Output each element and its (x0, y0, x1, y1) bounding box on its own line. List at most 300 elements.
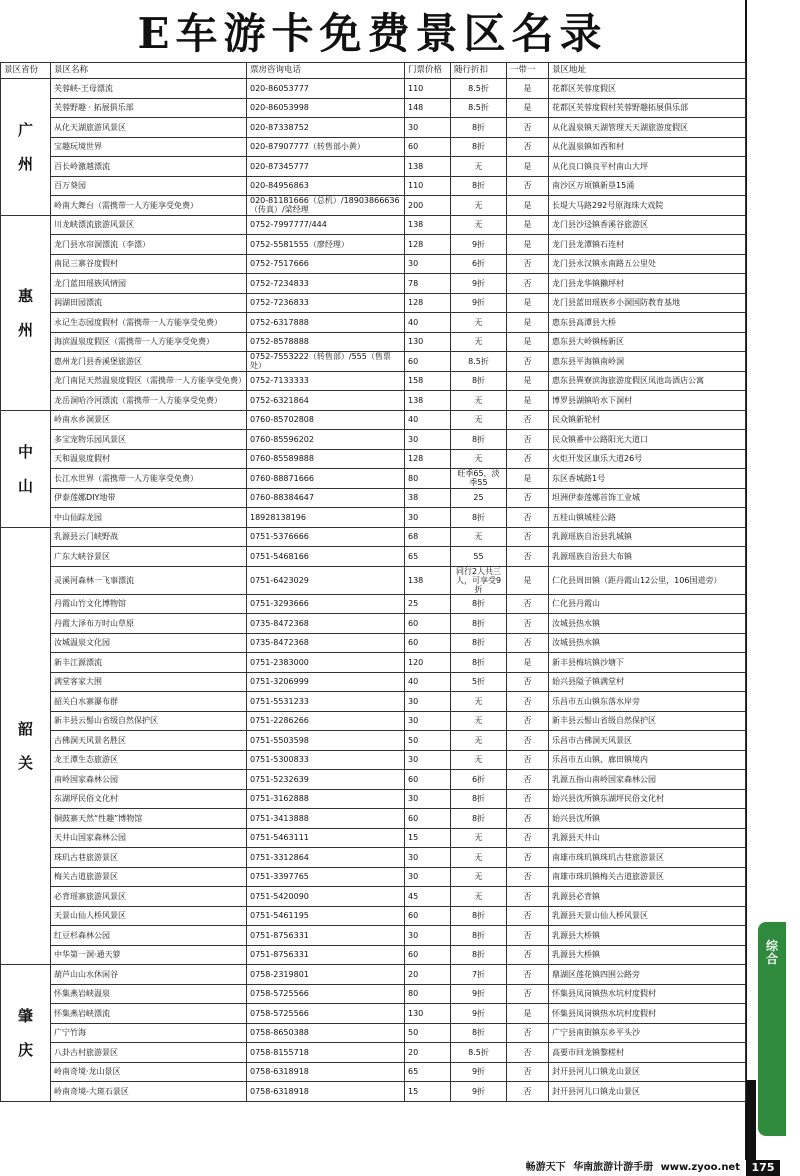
companion-discount-cell: 55 (451, 547, 507, 567)
companion-discount-cell: 6折 (451, 254, 507, 274)
scenic-address-cell: 长堤大马路292号原海珠大戏院 (549, 196, 746, 216)
one-plus-one-cell: 否 (507, 789, 549, 809)
scenic-name-cell: 必背瑶寨旅游风景区 (51, 887, 247, 907)
scenic-address-cell: 南雄市珠玑镇珠玑古巷旅游景区 (549, 848, 746, 868)
one-plus-one-cell: 否 (507, 594, 549, 614)
scenic-address-cell: 新丰县梅坑镇沙塘下 (549, 653, 746, 673)
scenic-address-cell: 乳源县大桥镇 (549, 926, 746, 946)
companion-discount-cell: 8折 (451, 1023, 507, 1043)
companion-discount-cell: 8.5折 (451, 79, 507, 99)
table-row (1, 1043, 746, 1063)
ticket-price-cell: 30 (405, 692, 451, 712)
table-row (1, 692, 746, 712)
scenic-name-cell: 天和温泉度假村 (51, 449, 247, 469)
ticket-price-cell: 158 (405, 371, 451, 391)
scenic-address-cell: 始兴县隘子镇满堂村 (549, 672, 746, 692)
region-cell (1, 410, 51, 527)
side-strip (747, 1080, 756, 1160)
one-plus-one-cell: 否 (507, 547, 549, 567)
scenic-address-cell: 民众镇番中公路阳光大道口 (549, 430, 746, 450)
scenic-name-cell: 珠玑古巷旅游景区 (51, 848, 247, 868)
scenic-name-cell: 龙门南昆天然温泉度假区（需携带一人方能享受免费） (51, 371, 247, 391)
column-header-one-plus-one: 一带一 (507, 63, 549, 79)
companion-discount-cell: 无 (451, 828, 507, 848)
companion-discount-cell: 9折 (451, 235, 507, 255)
ticket-phone-cell: 0751-5461195 (247, 906, 405, 926)
table-row (1, 332, 746, 352)
companion-discount-cell: 8折 (451, 594, 507, 614)
scenic-address-cell: 南沙区万顷镇新垦15涌 (549, 176, 746, 196)
table-row (1, 731, 746, 751)
table-row (1, 293, 746, 313)
ticket-phone-cell: 0752-7133333 (247, 371, 405, 391)
ticket-phone-cell: 0751-3397765 (247, 867, 405, 887)
table-row (1, 848, 746, 868)
ticket-phone-cell: 0751-2286266 (247, 711, 405, 731)
ticket-price-cell: 38 (405, 488, 451, 508)
scenic-name-cell: 中华第一洞·通天箩 (51, 945, 247, 965)
ticket-price-cell: 30 (405, 118, 451, 138)
ticket-price-cell: 40 (405, 313, 451, 333)
ticket-price-cell: 25 (405, 594, 451, 614)
scenic-address-cell: 封开县河儿口镇龙山景区 (549, 1062, 746, 1082)
table-row (1, 945, 746, 965)
one-plus-one-cell: 否 (507, 137, 549, 157)
table-row (1, 235, 746, 255)
region-cell (1, 215, 51, 410)
scenic-name-cell: 广宁竹海 (51, 1023, 247, 1043)
scenic-name-cell: 新丰江源漂流 (51, 653, 247, 673)
ticket-phone-cell: 0758-6318918 (247, 1082, 405, 1102)
one-plus-one-cell: 是 (507, 196, 549, 216)
scenic-name-cell: 红豆杉森林公园 (51, 926, 247, 946)
companion-discount-cell: 9折 (451, 984, 507, 1004)
ticket-price-cell: 65 (405, 1062, 451, 1082)
companion-discount-cell: 8折 (451, 614, 507, 634)
ticket-phone-cell: 0735-8472368 (247, 614, 405, 634)
ticket-price-cell: 30 (405, 789, 451, 809)
ticket-price-cell: 20 (405, 965, 451, 985)
scenic-name-cell: 润湖田园漂流 (51, 293, 247, 313)
ticket-price-cell: 128 (405, 449, 451, 469)
ticket-phone-cell: 0751-5468166 (247, 547, 405, 567)
ticket-phone-cell: 0752-7517666 (247, 254, 405, 274)
ticket-phone-cell: 0758-5725566 (247, 984, 405, 1004)
ticket-phone-cell: 020-81181666（总机）/18903866636（传真）/梁经理 (247, 196, 405, 216)
scenic-address-cell: 乳源五指山南岭国家森林公园 (549, 770, 746, 790)
one-plus-one-cell: 否 (507, 828, 549, 848)
scenic-directory-table (0, 62, 746, 1102)
ticket-price-cell: 130 (405, 332, 451, 352)
companion-discount-cell: 同行2人共三人，可享受9折 (451, 566, 507, 594)
table-row (1, 371, 746, 391)
table-row (1, 750, 746, 770)
table-row (1, 157, 746, 177)
scenic-address-cell: 汝城县热水镇 (549, 633, 746, 653)
scenic-name-cell: 丹霞大泽布万时山草原 (51, 614, 247, 634)
one-plus-one-cell: 否 (507, 488, 549, 508)
one-plus-one-cell: 是 (507, 391, 549, 411)
companion-discount-cell: 8折 (451, 430, 507, 450)
ticket-price-cell: 78 (405, 274, 451, 294)
table-row (1, 98, 746, 118)
ticket-price-cell: 30 (405, 926, 451, 946)
page-title: E车游卡免费景区名录 (137, 9, 608, 58)
scenic-name-cell: 东湖坪民俗文化村 (51, 789, 247, 809)
side-tab (758, 922, 786, 1136)
ticket-price-cell: 40 (405, 410, 451, 430)
ticket-phone-cell: 0752-5581555（廖经理） (247, 235, 405, 255)
ticket-price-cell: 65 (405, 547, 451, 567)
table-row (1, 672, 746, 692)
one-plus-one-cell: 是 (507, 79, 549, 99)
scenic-address-cell: 龙门县蓝田瑶族乡小洞国防教育基地 (549, 293, 746, 313)
ticket-price-cell: 50 (405, 1023, 451, 1043)
scenic-address-cell: 新丰县云髻山省级自然保护区 (549, 711, 746, 731)
ticket-price-cell: 110 (405, 79, 451, 99)
companion-discount-cell: 9折 (451, 274, 507, 294)
one-plus-one-cell: 是 (507, 215, 549, 235)
companion-discount-cell: 25 (451, 488, 507, 508)
scenic-name-cell: 长江水世界（需携带一人方能享受免费） (51, 469, 247, 489)
ticket-price-cell: 30 (405, 508, 451, 528)
scenic-address-cell: 坦洲伊泰莲娜首饰工业城 (549, 488, 746, 508)
one-plus-one-cell: 否 (507, 527, 549, 547)
companion-discount-cell: 7折 (451, 965, 507, 985)
ticket-phone-cell: 0751-3312864 (247, 848, 405, 868)
scenic-name-cell: 韶关白水寨瀑布群 (51, 692, 247, 712)
companion-discount-cell: 6折 (451, 770, 507, 790)
ticket-price-cell: 128 (405, 293, 451, 313)
companion-discount-cell: 8折 (451, 926, 507, 946)
scenic-name-cell: 多宝宠物乐园风景区 (51, 430, 247, 450)
scenic-address-cell: 仁化县丹霞山 (549, 594, 746, 614)
one-plus-one-cell: 否 (507, 274, 549, 294)
one-plus-one-cell: 是 (507, 371, 549, 391)
ticket-phone-cell: 0760-88871666 (247, 469, 405, 489)
table-row (1, 547, 746, 567)
scenic-address-cell: 从化温泉镇如西和村 (549, 137, 746, 157)
scenic-address-cell: 博罗县湖镇哈水下洞村 (549, 391, 746, 411)
table-row (1, 313, 746, 333)
one-plus-one-cell: 否 (507, 770, 549, 790)
one-plus-one-cell: 是 (507, 98, 549, 118)
scenic-name-cell: 岭南大舞台（需携带一人方能享受免费） (51, 196, 247, 216)
header-row (1, 63, 746, 79)
scenic-name-cell: 汝城温泉文化园 (51, 633, 247, 653)
ticket-price-cell: 60 (405, 352, 451, 372)
footer-slogan: 畅游天下 (525, 1162, 566, 1173)
ticket-phone-cell: 0751-3293666 (247, 594, 405, 614)
table-row (1, 984, 746, 1004)
ticket-price-cell: 15 (405, 828, 451, 848)
companion-discount-cell: 9折 (451, 1004, 507, 1024)
table-row (1, 906, 746, 926)
table-row (1, 508, 746, 528)
table-row (1, 1082, 746, 1102)
ticket-phone-cell: 0751-5376666 (247, 527, 405, 547)
one-plus-one-cell: 否 (507, 633, 549, 653)
table-row (1, 469, 746, 489)
column-header-province: 景区省份 (1, 63, 51, 79)
scenic-name-cell: 怀集燕岩峡温泉 (51, 984, 247, 1004)
table-row (1, 867, 746, 887)
companion-discount-cell: 无 (451, 711, 507, 731)
companion-discount-cell: 8.5折 (451, 98, 507, 118)
ticket-phone-cell: 0735-8472368 (247, 633, 405, 653)
scenic-address-cell: 高要市回龙镇黎槎村 (549, 1043, 746, 1063)
scenic-address-cell: 乳源瑶族自治县乳城镇 (549, 527, 746, 547)
companion-discount-cell: 无 (451, 313, 507, 333)
ticket-phone-cell: 18928138196 (247, 508, 405, 528)
table-row (1, 809, 746, 829)
ticket-phone-cell: 020-87907777（转售部小黄） (247, 137, 405, 157)
one-plus-one-cell: 否 (507, 692, 549, 712)
ticket-phone-cell: 0752-7997777/444 (247, 215, 405, 235)
scenic-address-cell: 惠东县平海镇南岭洞 (549, 352, 746, 372)
one-plus-one-cell: 否 (507, 254, 549, 274)
ticket-phone-cell: 0751-6423029 (247, 566, 405, 594)
region-name: 广 州 (17, 120, 33, 173)
scenic-name-cell: 葫芦山山水休闲谷 (51, 965, 247, 985)
table-row (1, 828, 746, 848)
scenic-name-cell: 乳源县云门峡野战 (51, 527, 247, 547)
one-plus-one-cell: 是 (507, 469, 549, 489)
companion-discount-cell: 无 (451, 867, 507, 887)
table-row (1, 449, 746, 469)
ticket-price-cell: 40 (405, 672, 451, 692)
one-plus-one-cell: 否 (507, 614, 549, 634)
scenic-name-cell: 中山仙踪龙园 (51, 508, 247, 528)
scenic-address-cell: 乐昌市五山镇、廊田镇境内 (549, 750, 746, 770)
one-plus-one-cell: 是 (507, 332, 549, 352)
region-name: 中 山 (17, 442, 33, 495)
ticket-price-cell: 138 (405, 391, 451, 411)
scenic-name-cell: 天井山国家森林公园 (51, 828, 247, 848)
companion-discount-cell: 无 (451, 692, 507, 712)
ticket-phone-cell: 0751-5463111 (247, 828, 405, 848)
column-header-price: 门票价格 (405, 63, 451, 79)
ticket-price-cell: 60 (405, 809, 451, 829)
ticket-phone-cell: 020-86053777 (247, 79, 405, 99)
ticket-phone-cell: 0752-7234833 (247, 274, 405, 294)
ticket-price-cell: 80 (405, 984, 451, 1004)
table-row (1, 770, 746, 790)
ticket-phone-cell: 0751-5300833 (247, 750, 405, 770)
table-row (1, 391, 746, 411)
scenic-address-cell: 龙门县龙华镇獭坪村 (549, 274, 746, 294)
scenic-name-cell: 灵溪河森林一飞事漂流 (51, 566, 247, 594)
scenic-name-cell: 南岭国家森林公园 (51, 770, 247, 790)
ticket-phone-cell: 0752-7553222（转售部）/555（售票处） (247, 352, 405, 372)
one-plus-one-cell: 否 (507, 410, 549, 430)
ticket-price-cell: 148 (405, 98, 451, 118)
scenic-name-cell: 海滨温泉度假区（需携带一人方能享受免费） (51, 332, 247, 352)
table-row (1, 1004, 746, 1024)
scenic-address-cell: 封开县河儿口镇龙山景区 (549, 1082, 746, 1102)
scenic-name-cell: 新丰县云髻山省级自然保护区 (51, 711, 247, 731)
table-row (1, 887, 746, 907)
ticket-price-cell: 45 (405, 887, 451, 907)
region-name: 韶 关 (17, 719, 33, 772)
ticket-phone-cell: 0752-6317888 (247, 313, 405, 333)
ticket-price-cell: 68 (405, 527, 451, 547)
one-plus-one-cell: 否 (507, 809, 549, 829)
ticket-price-cell: 138 (405, 157, 451, 177)
companion-discount-cell: 8折 (451, 906, 507, 926)
ticket-phone-cell: 0751-8756331 (247, 945, 405, 965)
companion-discount-cell: 8折 (451, 945, 507, 965)
ticket-phone-cell: 0758-8650388 (247, 1023, 405, 1043)
ticket-price-cell: 130 (405, 1004, 451, 1024)
scenic-name-cell: 八卦古村旅游景区 (51, 1043, 247, 1063)
one-plus-one-cell: 是 (507, 566, 549, 594)
footer-url: www.zyoo.net (660, 1162, 740, 1173)
table-row (1, 488, 746, 508)
footer (470, 1160, 740, 1176)
ticket-phone-cell: 0751-5420090 (247, 887, 405, 907)
table-row (1, 1062, 746, 1082)
ticket-price-cell: 138 (405, 215, 451, 235)
one-plus-one-cell: 否 (507, 176, 549, 196)
companion-discount-cell: 无 (451, 196, 507, 216)
companion-discount-cell: 无 (451, 449, 507, 469)
ticket-price-cell: 200 (405, 196, 451, 216)
ticket-price-cell: 60 (405, 137, 451, 157)
companion-discount-cell: 无 (451, 157, 507, 177)
ticket-phone-cell: 0751-2383000 (247, 653, 405, 673)
companion-discount-cell: 8折 (451, 508, 507, 528)
region-cell (1, 965, 51, 1102)
scenic-address-cell: 鼎湖区莲花镇四围公路旁 (549, 965, 746, 985)
scenic-address-cell: 龙门县沙迳镇香溪谷旅游区 (549, 215, 746, 235)
one-plus-one-cell: 否 (507, 118, 549, 138)
one-plus-one-cell: 否 (507, 1062, 549, 1082)
companion-discount-cell: 无 (451, 887, 507, 907)
ticket-price-cell: 30 (405, 430, 451, 450)
companion-discount-cell: 8折 (451, 789, 507, 809)
scenic-name-cell: 宝趣玩境世界 (51, 137, 247, 157)
scenic-address-cell: 火炬开发区康乐大道26号 (549, 449, 746, 469)
table-body (1, 79, 746, 1102)
ticket-phone-cell: 0760-88384647 (247, 488, 405, 508)
table-row (1, 118, 746, 138)
ticket-phone-cell: 0751-5232639 (247, 770, 405, 790)
scenic-address-cell: 怀集县凤岗镇热水坑村度假村 (549, 984, 746, 1004)
scenic-name-cell: 满堂客家大围 (51, 672, 247, 692)
ticket-phone-cell: 020-86053998 (247, 98, 405, 118)
scenic-name-cell: 龙门蓝田瑶族风情园 (51, 274, 247, 294)
scenic-address-cell: 龙门县龙潭镇石连村 (549, 235, 746, 255)
one-plus-one-cell: 是 (507, 653, 549, 673)
scenic-name-cell: 百万葵园 (51, 176, 247, 196)
table-row (1, 614, 746, 634)
ticket-phone-cell: 0758-2319801 (247, 965, 405, 985)
ticket-phone-cell: 0751-3413888 (247, 809, 405, 829)
table-row (1, 633, 746, 653)
one-plus-one-cell: 是 (507, 235, 549, 255)
one-plus-one-cell: 否 (507, 945, 549, 965)
companion-discount-cell: 8折 (451, 633, 507, 653)
ticket-price-cell: 60 (405, 770, 451, 790)
ticket-phone-cell: 0760-85596202 (247, 430, 405, 450)
one-plus-one-cell: 是 (507, 157, 549, 177)
table-row (1, 254, 746, 274)
scenic-address-cell: 乳源县天景山仙人桥风景区 (549, 906, 746, 926)
ticket-phone-cell: 0752-7236833 (247, 293, 405, 313)
scenic-name-cell: 从化天湖旅游风景区 (51, 118, 247, 138)
one-plus-one-cell: 否 (507, 926, 549, 946)
scenic-name-cell: 龙岳洞哈冷河漂流（需携带一人方能享受免费） (51, 391, 247, 411)
scenic-address-cell: 南雄市珠玑镇梅关古道旅游景区 (549, 867, 746, 887)
scenic-name-cell: 古佛洞天风景名胜区 (51, 731, 247, 751)
scenic-name-cell: 南昆三寨谷度假村 (51, 254, 247, 274)
column-header-discount: 随行折扣 (451, 63, 507, 79)
companion-discount-cell: 无 (451, 391, 507, 411)
companion-discount-cell: 8折 (451, 371, 507, 391)
one-plus-one-cell: 是 (507, 1004, 549, 1024)
ticket-price-cell: 30 (405, 867, 451, 887)
ticket-phone-cell: 020-87345777 (247, 157, 405, 177)
scenic-name-cell: 岭南奇境-大斑石景区 (51, 1082, 247, 1102)
ticket-phone-cell: 0758-5725566 (247, 1004, 405, 1024)
companion-discount-cell: 无 (451, 527, 507, 547)
companion-discount-cell: 8.5折 (451, 1043, 507, 1063)
companion-discount-cell: 无 (451, 410, 507, 430)
scenic-name-cell: 天景山仙人桥风景区 (51, 906, 247, 926)
ticket-price-cell: 30 (405, 711, 451, 731)
table-row (1, 196, 746, 216)
ticket-price-cell: 30 (405, 254, 451, 274)
ticket-phone-cell: 020-87338752 (247, 118, 405, 138)
scenic-address-cell: 乳源县天井山 (549, 828, 746, 848)
ticket-price-cell: 30 (405, 750, 451, 770)
ticket-phone-cell: 0751-5531233 (247, 692, 405, 712)
scenic-name-cell: 铜鼓寨天然“性趣”博物馆 (51, 809, 247, 829)
one-plus-one-cell: 否 (507, 848, 549, 868)
scenic-address-cell: 乳源县必背镇 (549, 887, 746, 907)
scenic-name-cell: 岭南水乡洞景区 (51, 410, 247, 430)
ticket-price-cell: 15 (405, 1082, 451, 1102)
scenic-address-cell: 龙门县永汉镇永南路五公里处 (549, 254, 746, 274)
ticket-price-cell: 128 (405, 235, 451, 255)
scenic-address-cell: 惠东县高潭县大桥 (549, 313, 746, 333)
one-plus-one-cell: 否 (507, 906, 549, 926)
table-row (1, 430, 746, 450)
scenic-address-cell: 乳源瑶族自治县大布镇 (549, 547, 746, 567)
companion-discount-cell: 8折 (451, 809, 507, 829)
ticket-phone-cell: 0751-8756331 (247, 926, 405, 946)
ticket-price-cell: 110 (405, 176, 451, 196)
scenic-name-cell: 梅关古道旅游景区 (51, 867, 247, 887)
companion-discount-cell: 8折 (451, 137, 507, 157)
table-row (1, 1023, 746, 1043)
scenic-name-cell: 芙蓉峡-王母漂流 (51, 79, 247, 99)
scenic-address-cell: 惠东县大岭镇杨新区 (549, 332, 746, 352)
ticket-phone-cell: 0752-8578888 (247, 332, 405, 352)
table-row (1, 274, 746, 294)
companion-discount-cell: 8折 (451, 118, 507, 138)
column-header-phone: 票房咨询电话 (247, 63, 405, 79)
scenic-address-cell: 乐昌市五山镇东落水岸旁 (549, 692, 746, 712)
side-tab-label: 综 合 (765, 939, 778, 966)
table-row (1, 711, 746, 731)
ticket-phone-cell: 0752-6321864 (247, 391, 405, 411)
ticket-price-cell: 30 (405, 848, 451, 868)
table-row (1, 215, 746, 235)
ticket-price-cell: 60 (405, 633, 451, 653)
companion-discount-cell: 9折 (451, 293, 507, 313)
